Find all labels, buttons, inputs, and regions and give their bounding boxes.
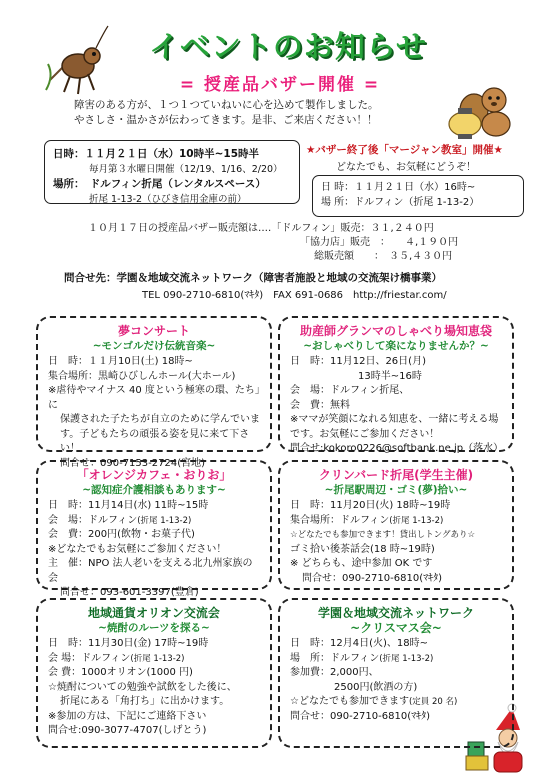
event-line: 問合せ：093-601-3397(豊倉) [60,587,199,598]
intro-text [74,98,454,128]
mahjong-place: 場 所：ドルフィン（折尾 1-13-2） [321,197,480,208]
event-line: ※どなたでもお気軽にご参加ください！ [48,543,227,555]
contact-line-1: 問合せ先：学園＆地域交流ネットワーク（障害者施設と地域の交流架け橋事業） [64,272,442,284]
event-line: 会 場：ドルフィン(折尾 1-13-2) [48,514,192,526]
event-line: 折尾にある「角打ち」に出かけます。 [60,696,230,707]
event-line: 場 所：ドルフィン(折尾 1-13-2) [290,652,434,664]
event-subtitle: ~折尾駅周辺・ゴミ(夢)拾い~ [324,483,468,496]
cricket-illustration [40,20,110,100]
mahjong-sub: どなたでも、お気軽にどうぞ！ [336,162,476,173]
intro-line-2: やさしさ・温かさが伝わってきます。是非、ご来店ください！！ [74,114,378,126]
bazaar-date: 日時：１１月２１日（水）10時半~15時半 [53,148,260,160]
event-subtitle: ~おしゃべりして楽になりませんか？~ [303,339,489,352]
event-line: 2500円(飲酒の方) [334,681,418,693]
event-line: ☆どなたでも参加できます！貸出しトングあり☆ [290,530,476,540]
event-line: 集合場所：黒崎ひびしんホール(大ホール) [48,370,236,382]
event-subtitle: ~焼酎のルーツを探る~ [98,621,210,634]
sales-line-1: １０月１７日の授産品バザー販売額は‥‥「ドルフィン」販売：３１,２４０円 [88,223,434,234]
bazaar-address: 折尾 1-13-2（ひびき信用金庫の前） [89,194,247,205]
event-line: ☆どなたでも参加できます(定員 20 名) [290,696,458,707]
event-title: 助産師グランマのしゃべり場知恵袋 [299,324,492,338]
event-line: 会 場：ドルフィン折尾、 [290,385,410,396]
bazaar-info-box [44,140,300,204]
event-line: 日 時：12月4日(火)、18時~ [290,638,428,649]
sales-line-3: 総販売額 ： ３５,４３０円 [314,251,453,262]
bazaar-place: 場所： ドルフィン折尾（レンタルスペース） [53,178,266,190]
event-card-clean-bird [278,460,514,590]
event-line: ※参加の方は、下記にご連絡下さい [48,710,207,722]
page-subtitle: = 授産品バザー開催 = [179,75,381,95]
event-line: 日 時：11月14日(水) 11時~15時 [48,500,209,511]
event-line: 会 場：ドルフィン(折尾 1-13-2) [48,652,185,664]
event-card-grandma-talk [278,316,514,452]
event-card-christmas-party [278,598,514,748]
event-line: 日 時：11月12日、26日(月) [290,356,426,367]
page-title: イベントのお知らせ [148,30,428,65]
event-line: 主 催：NPO 法人老いを支える北九州家族の会 [48,558,253,584]
event-line: ☆焼酎についての勉強や試飲をした後に、 [48,681,237,693]
event-line: ※虐待やマイナス 40 度という極寒の環、たち」に [48,385,260,411]
event-line: ゴミ拾い後茶話会(18 時~19時) [290,543,435,555]
event-line: 問合せ：090-2710-6810(ﾏｷﾀ) [302,572,443,584]
event-subtitle: ~認知症介護相談もあります~ [82,483,226,496]
event-card-orange-cafe [36,460,272,598]
event-title: 地域通貨オリオン交流会 [88,606,220,620]
event-line: 会 費：1000オリオン(1000 円) [48,667,193,678]
event-line: 問合せ:090-3077-4707(しげとう) [48,725,207,736]
event-line: 集合場所：ドルフィン(折尾 1-13-2) [290,514,444,526]
event-line: 問合せ：090-2710-6810(ﾏｷﾀ) [290,710,431,722]
event-title: 夢コンサート [117,324,190,338]
event-line: 会 費：200円(飲物・お菓子代) [48,529,195,540]
event-line: 13時半~16時 [358,370,422,382]
event-line: 問合せ：090-7153-2724(宮地) [60,457,206,469]
event-line: ※ママが笑顔になれる知恵を、一緒に考える場です。お気軽にご参加ください！ [290,414,499,440]
event-line: 保護された子たちが自立のために学んでいます。子どもたちの頑張る姿を見に来て下さい！ [60,414,260,454]
event-title: 学園＆地域交流ネットワーク [317,606,474,620]
intro-line-1: 障害のある方が、１つ１つていねいに心を込めて製作しました。 [74,99,379,111]
event-subtitle: ~モンゴルだけ伝統音楽~ [92,339,216,352]
event-line: 日 時：11月20日(火) 18時~19時 [290,500,451,511]
event-line: 参加費：2,000円、 [290,667,379,678]
event-line: 問合せ:kokoro0226@softbank.ne.jp（落水） [290,443,504,454]
event-card-orion-exchange [36,598,272,748]
sales-line-2: 「協力店」販売 ： ４,１９０円 [300,237,459,248]
event-line: ※ どちらも、途中参加 OK です [290,558,433,569]
bazaar-schedule: 毎月第３水曜日開催（12/19、1/16、2/20） [89,164,283,175]
event-line: 日 時：１１月10日(土) 18時~ [48,356,193,367]
event-subtitle: ~クリスマス会~ [350,620,442,635]
event-line: 会 費：無料 [290,399,350,411]
event-title: クリンバード折尾(学生主催) [318,468,474,482]
event-title: 「オレンジカフェ・おりお」 [76,468,232,482]
event-line: 日 時：11月30日(金) 17時~19時 [48,638,209,649]
mahjong-info-box [312,175,524,217]
mahjong-date: 日 時：１１月２１日（水）16時~ [321,182,476,193]
event-card-dream-concert [36,316,272,469]
mahjong-title: ★バザー終了後「マージャン教室」開催★ [306,144,503,156]
contact-line-2: TEL 090-2710-6810(ﾏｷﾀ) FAX 691-0686 http://friestar.com/ [142,290,447,301]
